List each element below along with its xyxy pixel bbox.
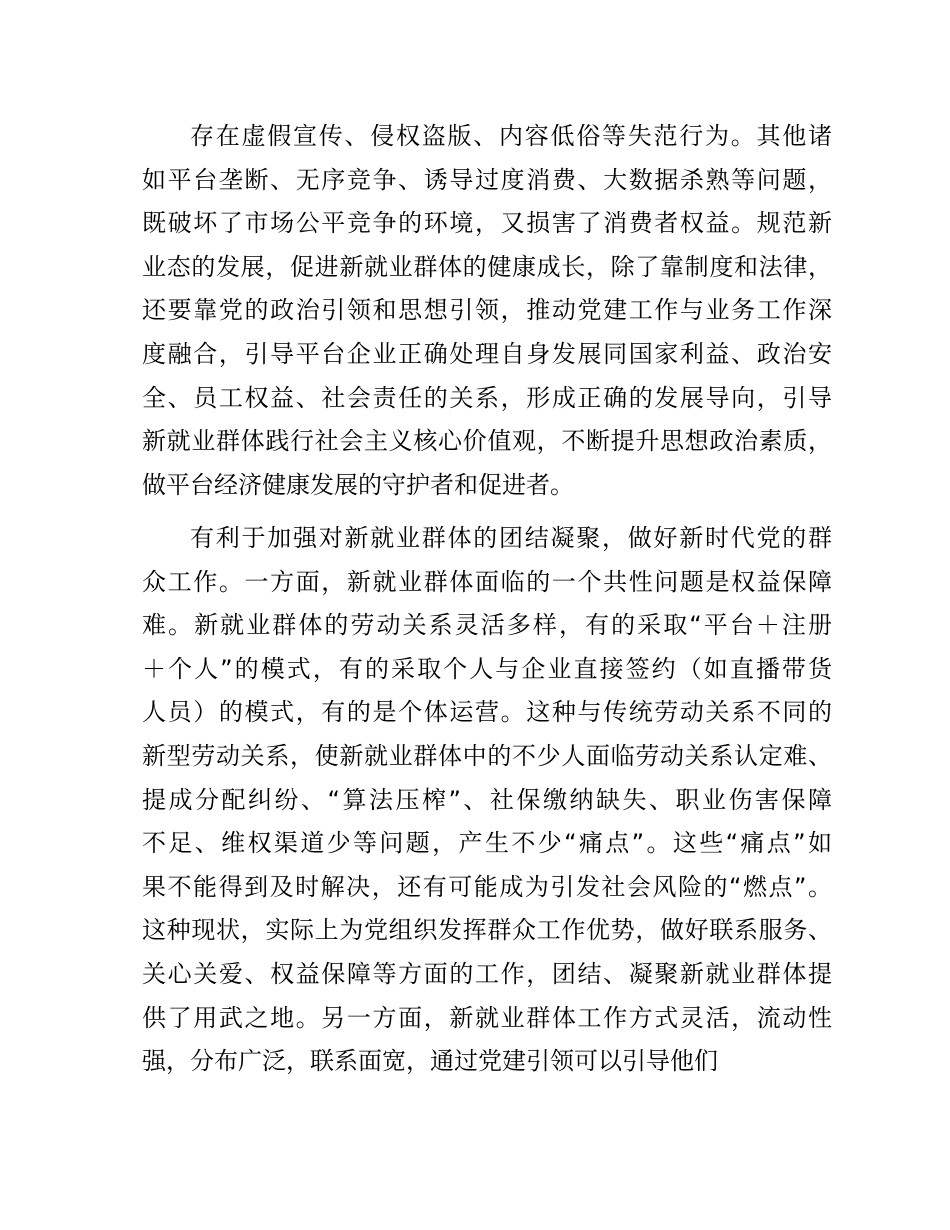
paragraph-line: 有利于加强对新就业群体的团结凝聚，做好新时代党的群 [190, 524, 832, 552]
paragraph-line: 新就业群体践行社会主义核心价值观，不断提升思想政治素质， [142, 427, 832, 456]
paragraph-line: 还要靠党的政治引领和思想引领，推动党建工作与业务工作深 [142, 296, 832, 325]
paragraph-1 [142, 115, 832, 507]
paragraph-line: 这种现状，实际上为党组织发挥群众工作优势，做好联系服务、 [142, 916, 832, 945]
paragraph-line: 不足、维权渠道少等问题，产生不少“痛点”。这些“痛点”如 [142, 829, 832, 858]
paragraph-line: 众工作。一方面，新就业群体面临的一个共性问题是权益保障 [142, 567, 832, 596]
paragraph-line: 存在虚假宣传、侵权盗版、内容低俗等失范行为。其他诸 [190, 122, 832, 150]
paragraph-line: 度融合，引导平台企业正确处理自身发展同国家利益、政治安 [142, 339, 832, 368]
paragraph-line: 业态的发展，促进新就业群体的健康成长，除了靠制度和法律， [142, 252, 832, 281]
paragraph-2 [142, 517, 832, 1084]
paragraph-line: 强，分布广泛，联系面宽，通过党建引领可以引导他们 [142, 1047, 718, 1076]
paragraph-line: 做平台经济健康发展的守护者和促进者。 [142, 470, 574, 499]
paragraph-line: 果不能得到及时解决，还有可能成为引发社会风险的“燃点”。 [142, 872, 832, 901]
paragraph-line: 提成分配纠纷、“算法压榨”、社保缴纳缺失、职业伤害保障 [142, 785, 832, 814]
paragraph-line: 供了用武之地。另一方面，新就业群体工作方式灵活，流动性 [142, 1003, 832, 1032]
paragraph-line: 关心关爱、权益保障等方面的工作，团结、凝聚新就业群体提 [142, 959, 832, 988]
paragraph-line: 全、员工权益、社会责任的关系，形成正确的发展导向，引导 [142, 383, 832, 412]
paragraph-line: 如平台垄断、无序竞争、诱导过度消费、大数据杀熟等问题， [142, 165, 832, 194]
paragraph-line: 人员）的模式，有的是个体运营。这种与传统劳动关系不同的 [142, 698, 832, 727]
paragraph-line: ＋个人”的模式，有的采取个人与企业直接签约（如直播带货 [142, 654, 832, 683]
paragraph-line: 难。新就业群体的劳动关系灵活多样，有的采取“平台＋注册 [142, 611, 832, 640]
paragraph-line: 既破坏了市场公平竞争的环境，又损害了消费者权益。规范新 [142, 209, 832, 238]
paragraph-line: 新型劳动关系，使新就业群体中的不少人面临劳动关系认定难、 [142, 741, 832, 770]
